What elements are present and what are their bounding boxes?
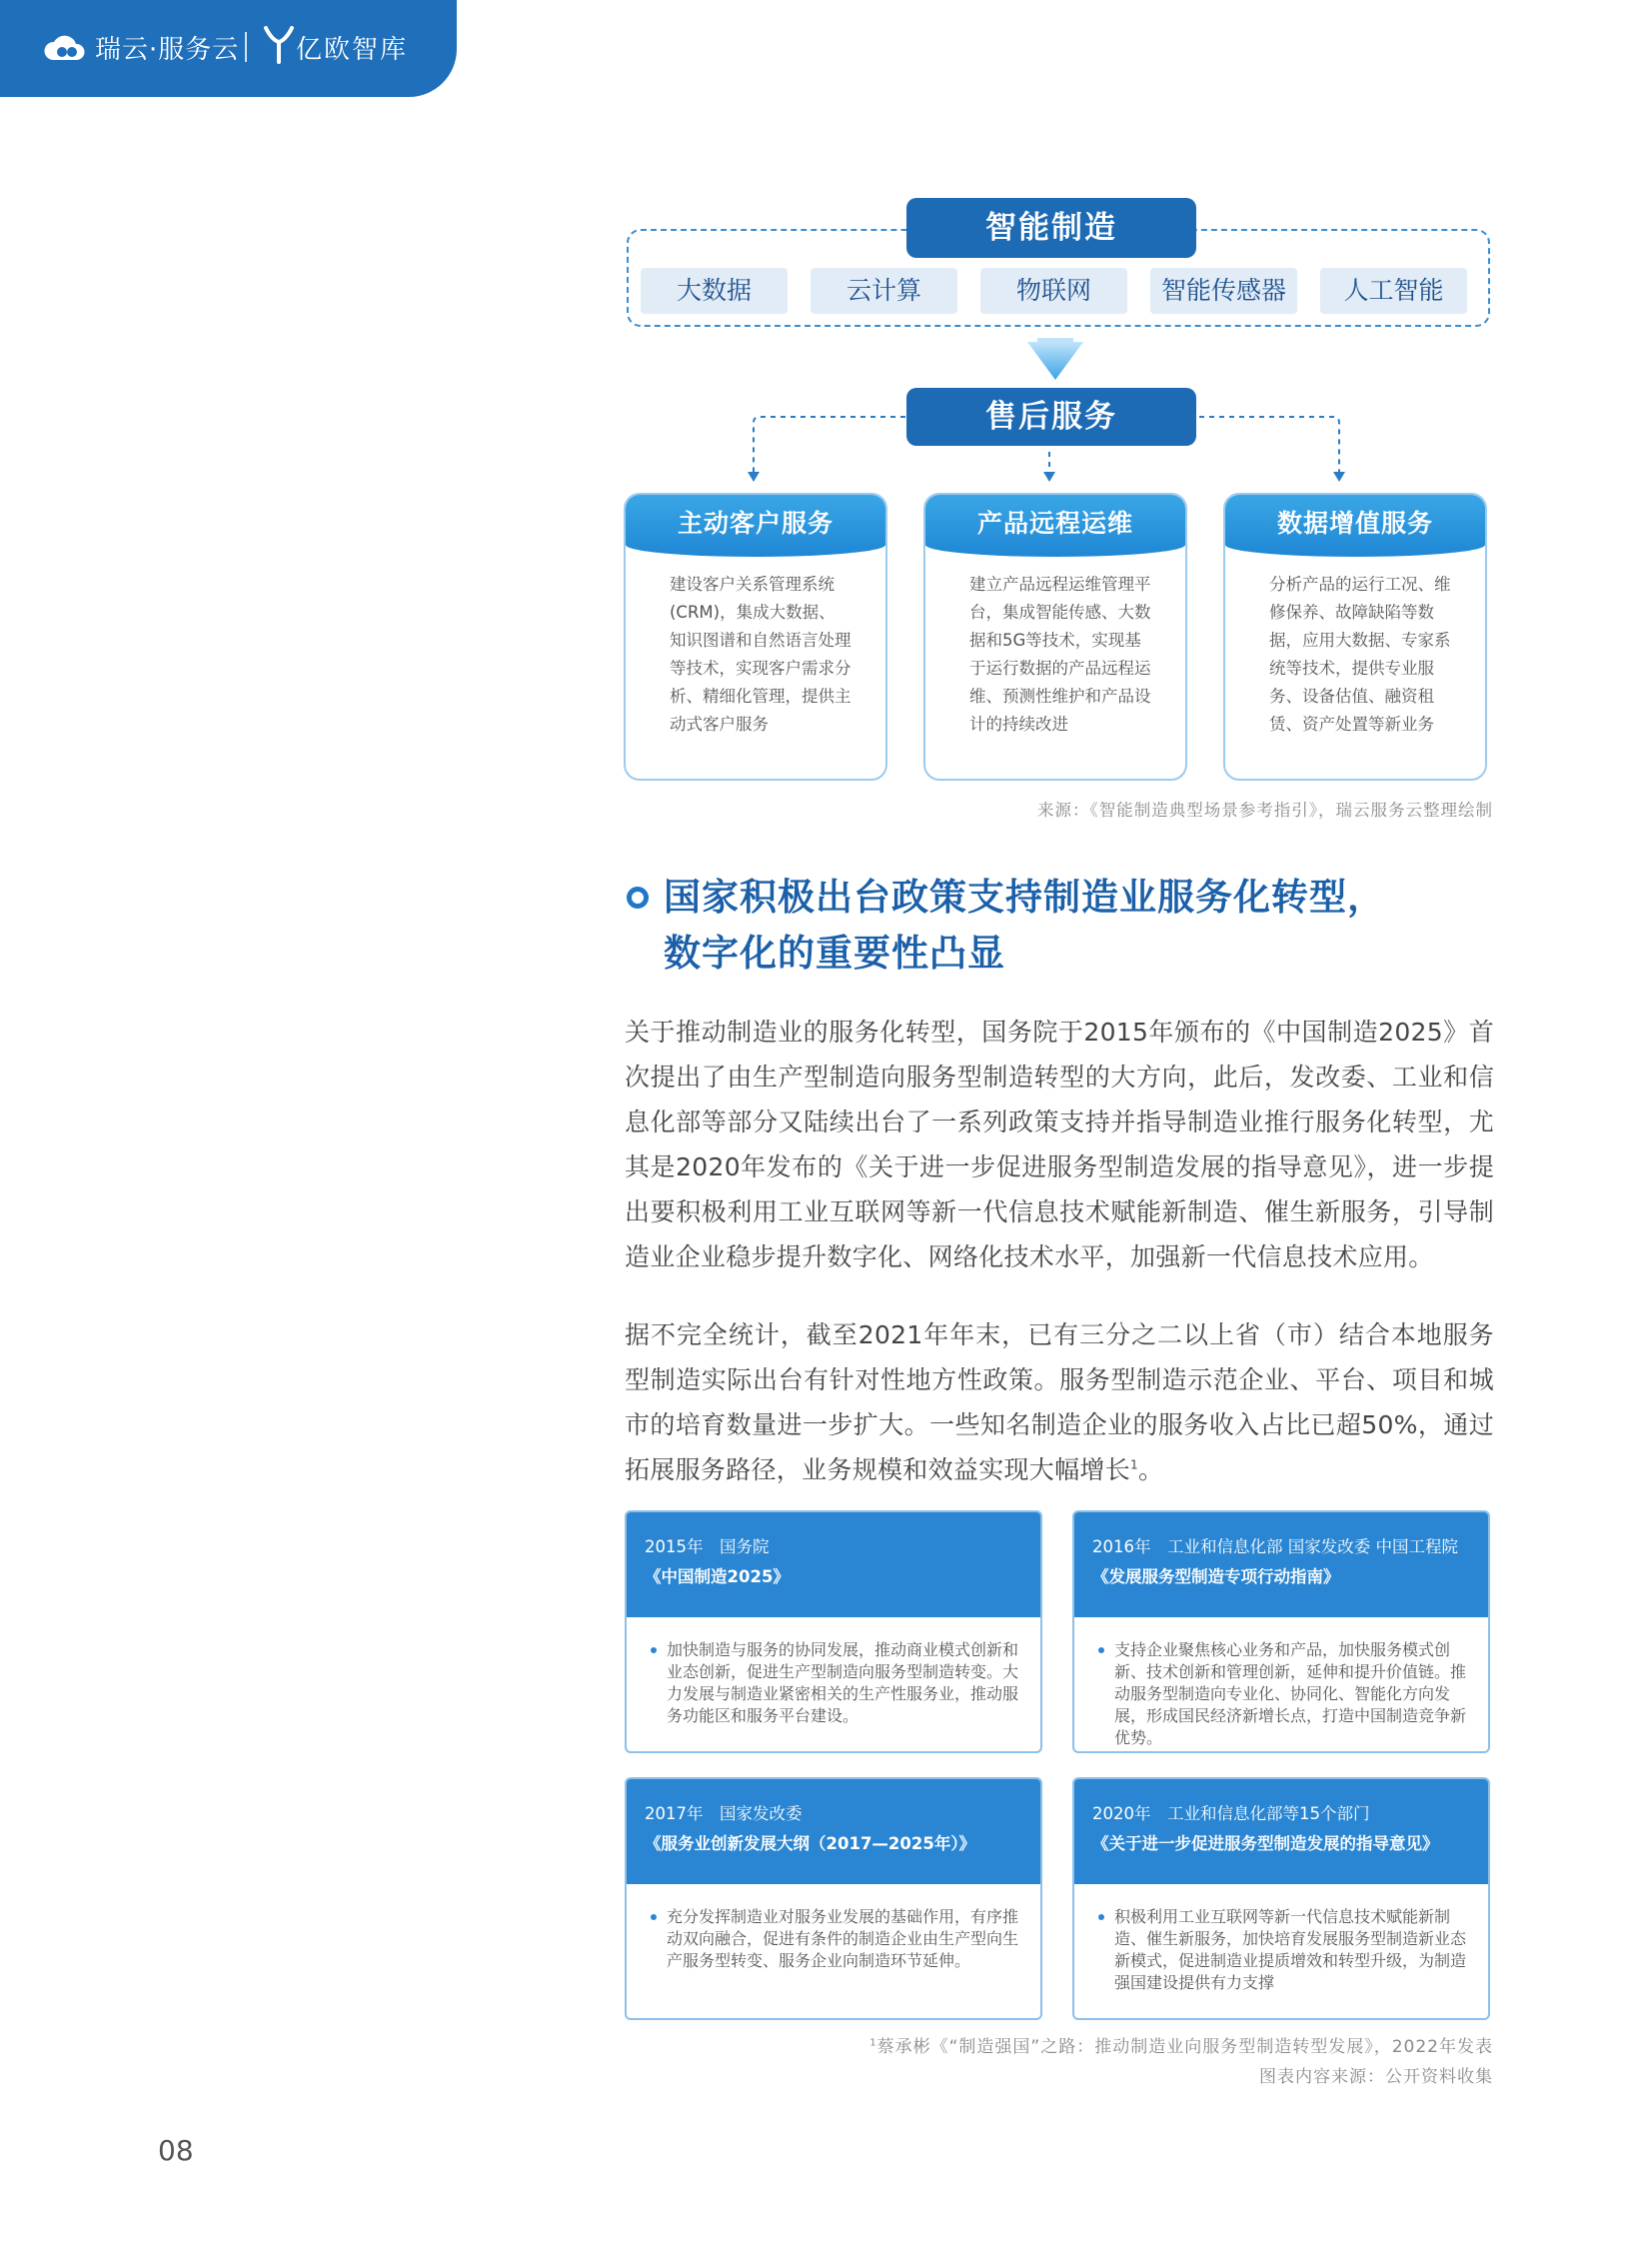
policy-meta: 2020年 工业和信息化部等15个部门 — [1092, 1804, 1370, 1823]
policy-text: 支持企业聚焦核心业务和产品，加快服务模式创新、技术创新和管理创新，延伸和提升价值链。推动服务型制造向专业化、协同化、智能化方向发展，形成国民经济新增长点，打造中国制造竞争新优势。 — [1114, 1640, 1467, 1747]
paragraph-policy-overview: 关于推动制造业的服务化转型，国务院于2015年颁布的《中国制造2025》首次提出了由生产型制造向服务型制造转型的大方向，此后，发改委、工业和信息化部等部分又陆续出台了一系列政策支持并指导制造业推行服务化转型，尤其是2020年发布的《关于进一步促进服务型制造发展的指导意见》，进一步提出要积极利用工业互联网等新一代信息技术赋能新制造、催生新服务，引导制造业企业稳步提升数字化、网络化技术水平，加强新一代信息技术应用。 — [625, 1018, 1494, 1271]
tech-chip-ai: 人工智能 — [1320, 268, 1467, 314]
service-card-title: 数据增值服务 — [1225, 495, 1485, 557]
service-card-remote-ops — [923, 493, 1187, 781]
yiou-logo-icon — [262, 24, 296, 66]
policy-title: 《关于进一步促进服务型制造发展的指导意见》 — [1092, 1834, 1439, 1853]
brand-name-primary: 瑞云·服务云 — [95, 35, 240, 65]
paragraph-statistics — [625, 1312, 1494, 1492]
policy-card-header — [627, 1779, 1040, 1884]
service-card-data-value — [1223, 493, 1487, 781]
policy-card-body — [627, 1617, 1040, 1727]
policy-text: 加快制造与服务的协同发展，推动商业模式创新和业态创新，促进生产型制造向服务型制造转变。大力发展与制造业紧密相关的生产性服务业，推动服务功能区和服务平台建设。 — [667, 1640, 1019, 1725]
brand-divider — [245, 32, 247, 62]
bullet-icon — [1098, 1914, 1104, 1920]
policy-text: 积极利用工业互联网等新一代信息技术赋能新制造、催生新服务，加快培育发展服务型制造新业态新模式，促进制造业提质增效和转型升级，为制造强国建设提供有力支撑 — [1114, 1907, 1467, 1992]
page-number: 08 — [158, 2134, 194, 2167]
branch-connectors — [740, 412, 1359, 484]
paragraph-statistics-end: 。 — [1137, 1455, 1164, 1484]
policy-card-header — [627, 1512, 1040, 1617]
section-title — [664, 870, 1463, 982]
service-card-body: 建设客户关系管理系统(CRM)，集成大数据、知识图谱和自然语言处理等技术，实现客户需求分析、精细化管理，提供主动式客户服务 — [670, 575, 851, 734]
section-circle-icon — [627, 887, 649, 909]
service-card-title: 主动客户服务 — [626, 495, 885, 557]
policy-card-2020 — [1072, 1777, 1490, 2020]
policy-card-2017 — [625, 1777, 1042, 2020]
policy-card-header — [1074, 1779, 1488, 1884]
policy-meta: 2016年 工业和信息化部 国家发改委 中国工程院 — [1092, 1537, 1458, 1556]
policy-card-2015 — [625, 1510, 1042, 1753]
section-title-line1: 国家积极出台政策支持制造业服务化转型， — [664, 876, 1385, 919]
policy-card-2016 — [1072, 1510, 1490, 1753]
policy-title: 《发展服务型制造专项行动指南》 — [1092, 1567, 1340, 1586]
bullet-icon — [1098, 1647, 1104, 1653]
service-card-body: 分析产品的运行工况、维修保养、故障缺陷等数据，应用大数据、专家系统等技术，提供专业服务、设备估值、融资租赁、资产处置等新业务 — [1269, 575, 1451, 734]
policy-title: 《服务业创新发展大纲（2017—2025年）》 — [645, 1834, 976, 1853]
service-card-body: 建立产品远程运维管理平台，集成智能传感、大数据和5G等技术，实现基于运行数据的产品远程运维、预测性维护和产品设计的持续改进 — [969, 575, 1151, 734]
diagram-mid-title: 售后服务 — [906, 388, 1196, 446]
policy-meta: 2015年 国务院 — [645, 1537, 770, 1556]
footnote-mark: 1 — [869, 2037, 877, 2049]
tech-chip-sensor: 智能传感器 — [1150, 268, 1297, 314]
policy-card-body — [1074, 1884, 1488, 1994]
policy-card-header — [1074, 1512, 1488, 1617]
service-card-active-customer — [624, 493, 887, 781]
diagram-source-note: 来源：《智能制造典型场景参考指引》，瑞云服务云整理绘制 — [1037, 801, 1493, 820]
brand-name-secondary: 亿欧智库 — [296, 35, 409, 65]
policy-text: 充分发挥制造业对服务业发展的基础作用，有序推动双向融合，促进有条件的制造企业由生产型向生产服务型转变、服务企业向制造环节延伸。 — [667, 1907, 1019, 1970]
figure-source-note: 图表内容来源：公开资料收集 — [1259, 2067, 1493, 2087]
policy-meta: 2017年 国家发改委 — [645, 1804, 803, 1823]
tech-chip-bigdata: 大数据 — [641, 268, 788, 314]
down-arrow-icon — [1023, 338, 1087, 382]
footnote-text: 蔡承彬《“制造强国”之路：推动制造业向服务型制造转型发展》，2022年发表 — [876, 2037, 1493, 2057]
service-card-title: 产品远程运维 — [925, 495, 1185, 557]
tech-chip-iot: 物联网 — [980, 268, 1127, 314]
bullet-icon — [651, 1914, 657, 1920]
paragraph-statistics-text: 据不完全统计，截至2021年年末，已有三分之二以上省（市）结合本地服务型制造实际出台有针对性地方性政策。服务型制造示范企业、平台、项目和城市的培育数量进一步扩大。一些知名制造企业的服务收入占比已超50%，通过拓展服务路径，业务规模和效益实现大幅增长 — [625, 1320, 1494, 1484]
tech-chip-cloud: 云计算 — [811, 268, 957, 314]
cloud-logo-icon — [43, 30, 87, 64]
section-title-line2: 数字化的重要性凸显 — [664, 932, 1005, 975]
footnote-citation — [869, 2032, 1493, 2057]
footnote-ref: 1 — [1130, 1457, 1138, 1472]
policy-card-body — [1074, 1617, 1488, 1749]
bullet-icon — [651, 1647, 657, 1653]
policy-title: 《中国制造2025》 — [645, 1567, 790, 1586]
diagram-top-title: 智能制造 — [906, 198, 1196, 258]
header-banner — [0, 0, 457, 97]
policy-card-body — [627, 1884, 1040, 1972]
